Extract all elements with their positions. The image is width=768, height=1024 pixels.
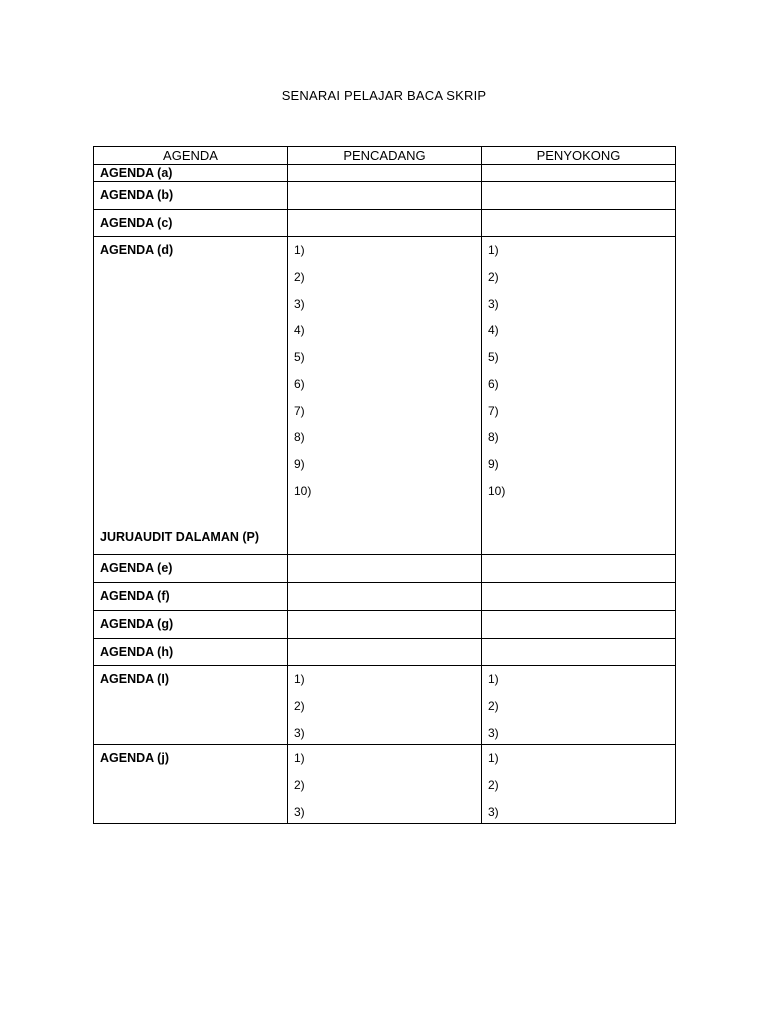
- pencadang-cell[interactable]: [288, 745, 482, 824]
- pencadang-cell[interactable]: [288, 555, 482, 583]
- list-number: 3): [294, 725, 305, 740]
- list-number: 1): [488, 672, 499, 687]
- table-row: [94, 165, 676, 182]
- penyokong-cell[interactable]: [482, 237, 676, 555]
- table-header-row: [94, 147, 676, 165]
- agenda-cell: AGENDA (j): [94, 745, 288, 824]
- table-row: [94, 182, 676, 210]
- list-number: 10): [294, 483, 312, 498]
- list-number: 5): [488, 350, 499, 365]
- list-number: 3): [488, 804, 499, 819]
- list-number: 10): [488, 483, 506, 498]
- list-number: 1): [488, 751, 499, 766]
- agenda-cell: AGENDA (h): [94, 638, 288, 666]
- pencadang-cell[interactable]: [288, 165, 482, 182]
- list-number: 2): [488, 270, 499, 285]
- agenda-cell: AGENDA (b): [94, 182, 288, 210]
- list-number: 8): [488, 430, 499, 445]
- list-number: 2): [294, 270, 305, 285]
- penyokong-cell[interactable]: [482, 638, 676, 666]
- list-number: 3): [488, 296, 499, 311]
- list-number: 8): [294, 430, 305, 445]
- table-row: [94, 237, 676, 555]
- list-number: 1): [294, 751, 305, 766]
- list-number: 9): [488, 456, 499, 471]
- table-row: [94, 555, 676, 583]
- list-number: 2): [294, 777, 305, 792]
- list-number: 7): [294, 403, 305, 418]
- list-number: 2): [488, 698, 499, 713]
- list-number: 3): [294, 804, 305, 819]
- list-number: 1): [294, 243, 305, 258]
- agenda-cell: AGENDA (I): [94, 666, 288, 745]
- page-title: SENARAI PELAJAR BACA SKRIP: [281, 88, 487, 103]
- list-number: 3): [294, 296, 305, 311]
- pencadang-cell[interactable]: [288, 182, 482, 210]
- penyokong-cell[interactable]: [482, 165, 676, 182]
- list-number: 2): [294, 698, 305, 713]
- header-pencadang: PENCADANG: [288, 147, 482, 165]
- juruaudit-label: JURUAUDIT DALAMAN (P): [100, 529, 260, 544]
- table-row: [94, 209, 676, 237]
- penyokong-cell[interactable]: [482, 745, 676, 824]
- table-row: [94, 583, 676, 611]
- pencadang-cell[interactable]: [288, 583, 482, 611]
- list-number: 2): [488, 777, 499, 792]
- agenda-cell: AGENDA (e): [94, 555, 288, 583]
- table-row: [94, 666, 676, 745]
- agenda-cell: [94, 237, 288, 555]
- header-agenda: AGENDA: [94, 147, 288, 165]
- pencadang-cell[interactable]: [288, 666, 482, 745]
- penyokong-cell[interactable]: [482, 182, 676, 210]
- table-row: [94, 638, 676, 666]
- list-number: 5): [294, 350, 305, 365]
- penyokong-cell[interactable]: [482, 666, 676, 745]
- agenda-cell: AGENDA (f): [94, 583, 288, 611]
- list-number: 1): [294, 672, 305, 687]
- list-number: 6): [294, 376, 305, 391]
- penyokong-cell[interactable]: [482, 583, 676, 611]
- list-number: 7): [488, 403, 499, 418]
- list-number: 6): [488, 376, 499, 391]
- list-number: 3): [488, 725, 499, 740]
- agenda-table: [93, 146, 676, 824]
- penyokong-cell[interactable]: [482, 610, 676, 638]
- table-row: [94, 610, 676, 638]
- pencadang-cell[interactable]: [288, 209, 482, 237]
- list-number: 9): [294, 456, 305, 471]
- pencadang-cell[interactable]: [288, 638, 482, 666]
- header-penyokong: PENYOKONG: [482, 147, 676, 165]
- agenda-label: AGENDA (d): [100, 243, 174, 258]
- penyokong-cell[interactable]: [482, 209, 676, 237]
- agenda-cell: AGENDA (g): [94, 610, 288, 638]
- penyokong-cell[interactable]: [482, 555, 676, 583]
- agenda-cell: AGENDA (c): [94, 209, 288, 237]
- list-number: 1): [488, 243, 499, 258]
- pencadang-cell[interactable]: [288, 610, 482, 638]
- pencadang-cell[interactable]: [288, 237, 482, 555]
- list-number: 4): [488, 323, 499, 338]
- list-number: 4): [294, 323, 305, 338]
- agenda-cell: AGENDA (a): [94, 165, 288, 182]
- table-row: [94, 745, 676, 824]
